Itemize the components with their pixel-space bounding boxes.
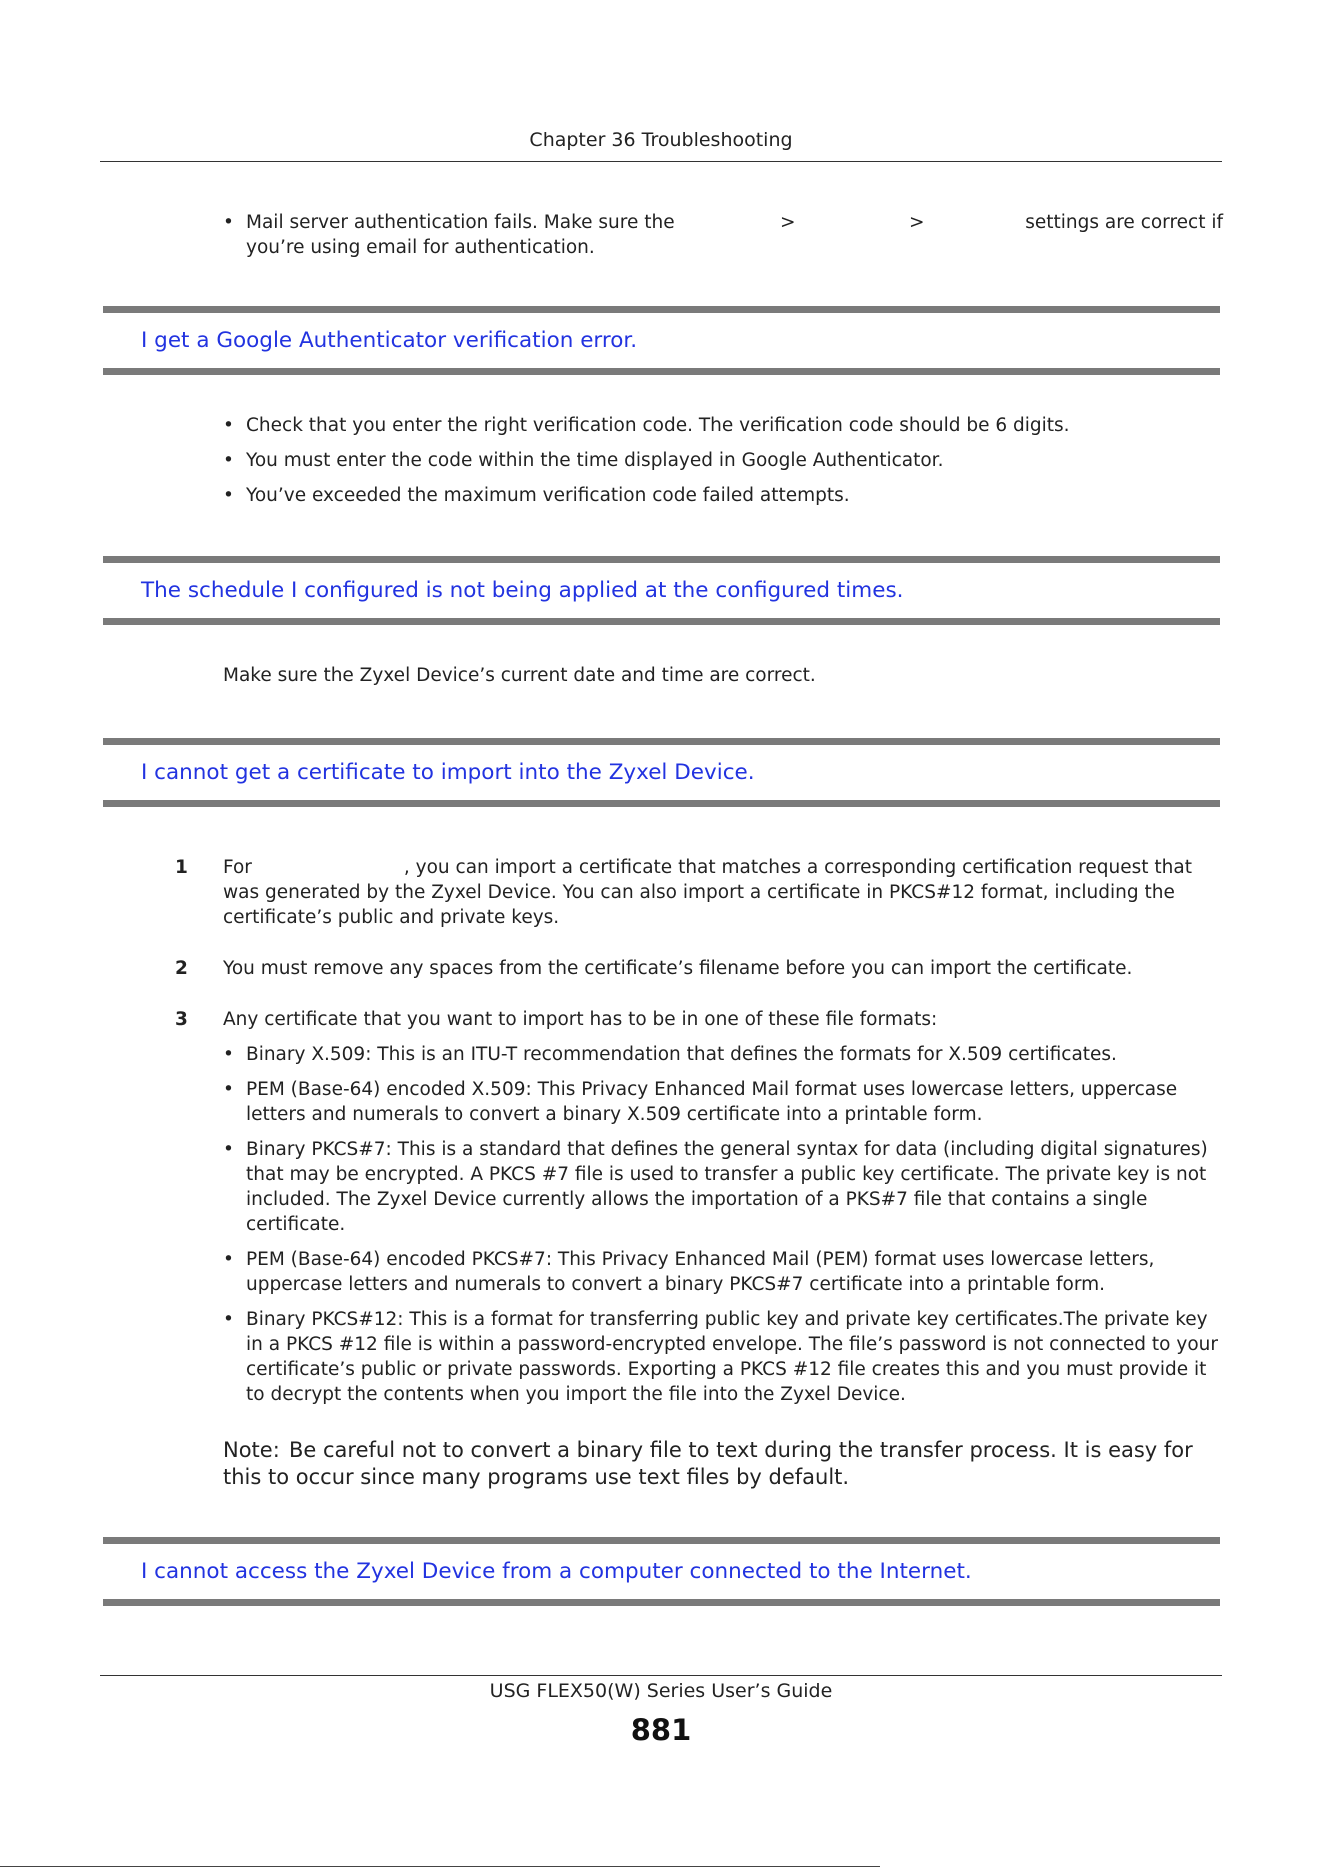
intro-bullet-line2: you’re using email for authentication.: [246, 237, 595, 258]
step-item: [175, 1007, 1225, 1407]
list-item: • You’ve exceeded the maximum verification code failed attempts.: [223, 483, 1223, 508]
note-block: [223, 1437, 1223, 1491]
list-item: [223, 210, 1223, 260]
list-item-text: Binary X.509: This is an ITU-T recommendation that defines the formats for X.509 certificates.: [246, 1044, 1117, 1065]
list-item: • PEM (Base-64) encoded X.509: This Privacy Enhanced Mail format uses lowercase letters, uppercase letters and numerals to convert a binary X.509 certificate into a printable form.: [223, 1079, 1178, 1125]
note-label: Note:: [223, 1438, 280, 1462]
list-item: • Binary PKCS#12: This is a format for transferring public key and private key certificates.The private key in a PKCS #12 file is within a password-encrypted envelope. The file’s password is not connected to your certificate’s public or private passwords. Exporting a PKCS #12 file creates this and you must provide it to decrypt the contents when you import the file into the Zyxel Device.: [223, 1309, 1218, 1405]
question-box: [103, 738, 1220, 807]
question-box: [103, 1537, 1220, 1606]
header-rule: [100, 161, 1222, 162]
question-title: I cannot access the Zyxel Device from a computer connected to the Internet.: [141, 1559, 972, 1584]
question-bar: [103, 1599, 1220, 1606]
step-lead: For: [223, 857, 252, 878]
intro-bullet-text-end: settings are correct if: [1025, 212, 1223, 233]
step-text: You must remove any spaces from the certificate’s filename before you can import the certificate.: [223, 958, 1133, 979]
question-bar: [103, 800, 1220, 807]
list-item: • Binary X.509: This is an ITU-T recommendation that defines the formats for X.509 certificates.: [223, 1044, 1117, 1065]
path-separator: >: [909, 212, 925, 233]
bottom-rule: [0, 1866, 880, 1867]
step-number: 3: [175, 1009, 188, 1030]
chapter-header: Chapter 36 Troubleshooting: [529, 129, 793, 151]
intro-bullet-list: [223, 210, 1223, 260]
numbered-steps: [175, 855, 1225, 1407]
bullet-list: [223, 413, 1223, 508]
question-box: [103, 306, 1220, 375]
guide-title: USG FLEX50(W) Series User’s Guide: [489, 1680, 833, 1702]
step-text: , you can import a certificate that matches a corresponding certification request that was generated by the Zyxel Device. You can also import a certificate in PKCS#12 format, including the certificate’s public and private keys.: [223, 857, 1192, 928]
step-number: 2: [175, 958, 188, 979]
list-item: • Check that you enter the right verification code. The verification code should be 6 digits.: [223, 413, 1223, 438]
step-number: 1: [175, 857, 188, 878]
question-title: I get a Google Authenticator verification error.: [141, 328, 638, 353]
intro-bullet-text: Mail server authentication fails. Make sure the: [246, 212, 675, 233]
question-bar: [103, 618, 1220, 625]
question-bar: [103, 368, 1220, 375]
question-box: [103, 556, 1220, 625]
step-text: Any certificate that you want to import has to be in one of these file formats:: [223, 1009, 938, 1030]
step-item: [175, 956, 1225, 981]
list-item: • You must enter the code within the time displayed in Google Authenticator.: [223, 448, 1223, 473]
list-item-text: Binary PKCS#12: This is a format for transferring public key and private key certificates.The private key in a PKCS #12 file is within a password-encrypted envelope. The file’s password is not connected to your certificate’s public or private passwords. Exporting a PKCS #12 file creates this and you must provide it to decrypt the contents when you import the file into the Zyxel Device.: [246, 1309, 1218, 1405]
question-title: The schedule I configured is not being applied at the configured times.: [141, 578, 904, 603]
list-item-text: PEM (Base-64) encoded PKCS#7: This Privacy Enhanced Mail (PEM) format uses lowercase letters, uppercase letters and numerals to convert a binary PKCS#7 certificate into a printable form.: [246, 1249, 1155, 1295]
question-bar: [103, 1537, 1220, 1544]
question-bar: [103, 306, 1220, 313]
question-bar: [103, 738, 1220, 745]
list-item: • PEM (Base-64) encoded PKCS#7: This Privacy Enhanced Mail (PEM) format uses lowercase letters, uppercase letters and numerals to convert a binary PKCS#7 certificate into a printable form.: [223, 1249, 1155, 1295]
footer-rule: [100, 1675, 1222, 1676]
question-bar: [103, 556, 1220, 563]
list-item: • Binary PKCS#7: This is a standard that defines the general syntax for data (including digital signatures) that may be encrypted. A PKCS #7 file is used to transfer a public key certificate. The private key is not included. The Zyxel Device currently allows the importation of a PKS#7 file that contains a single certificate.: [223, 1139, 1208, 1235]
question-title: I cannot get a certificate to import into the Zyxel Device.: [141, 760, 755, 785]
note-text: Be careful not to convert a binary file to text during the transfer process. It is easy for this to occur since many programs use text files by default.: [223, 1438, 1193, 1489]
answer-text: Make sure the Zyxel Device’s current date and time are correct.: [223, 665, 816, 686]
path-separator: >: [780, 212, 796, 233]
list-item-text: Binary PKCS#7: This is a standard that defines the general syntax for data (including digital signatures) that may be encrypted. A PKCS #7 file is used to transfer a public key certificate. The private key is not included. The Zyxel Device currently allows the importation of a PKS#7 file that contains a single certificate.: [246, 1139, 1208, 1235]
format-bullet-list: [223, 1042, 1225, 1407]
page-number: 881: [630, 1713, 692, 1747]
step-item: [175, 855, 1225, 930]
list-item-text: PEM (Base-64) encoded X.509: This Privacy Enhanced Mail format uses lowercase letters, uppercase letters and numerals to convert a binary X.509 certificate into a printable form.: [246, 1079, 1178, 1125]
